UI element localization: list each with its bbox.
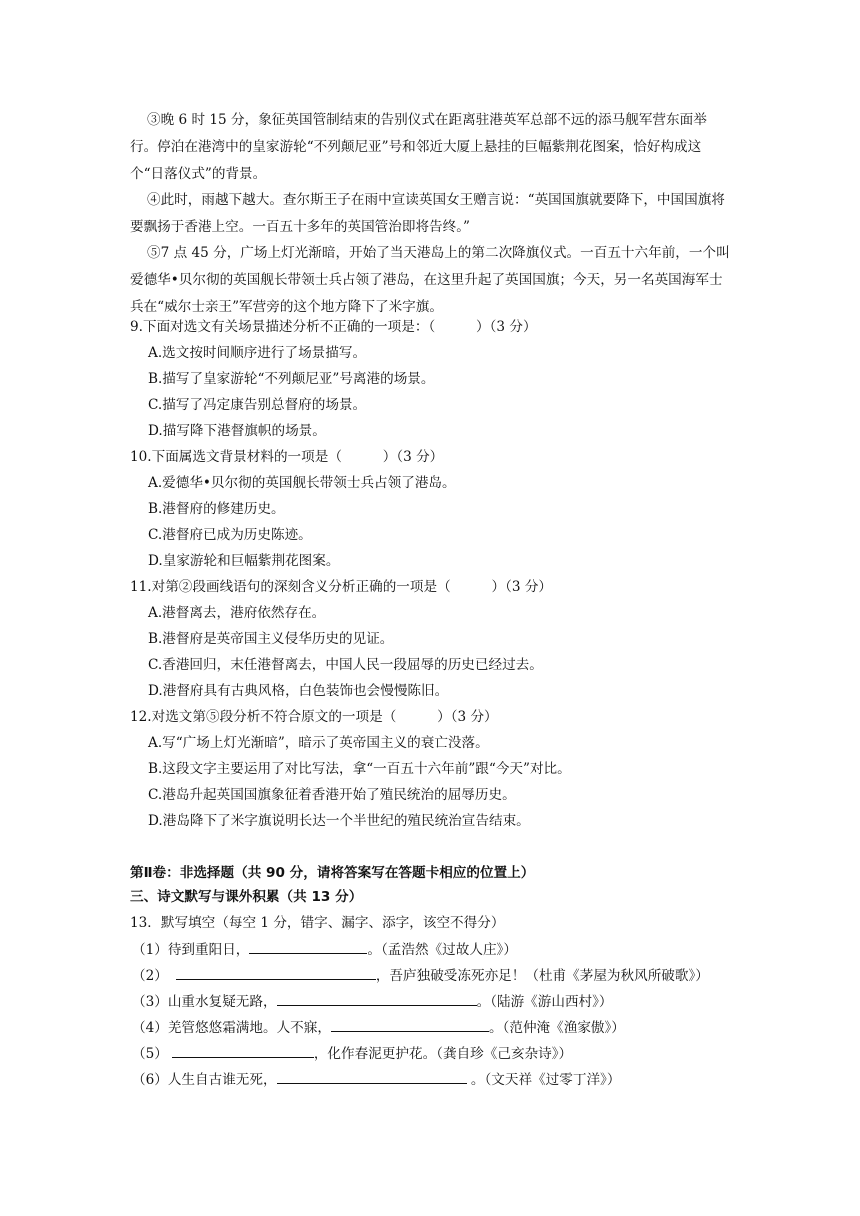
question-13-stem: 13．默写填空（每空 1 分，错字、漏字、添字，该空不得分） <box>130 915 505 931</box>
fill-item-3 <box>132 991 613 1012</box>
fill-item-prefix: 人生自古谁无死， <box>167 1072 277 1088</box>
question-10-option-d: D.皇家游轮和巨幅紫荆花图案。 <box>148 553 340 569</box>
fill-item-prefix: 山重水复疑无路， <box>167 994 277 1010</box>
answer-blank[interactable] <box>176 965 376 980</box>
question-9-option-b: B.描写了皇家游轮“不列颠尼亚”号离港的场景。 <box>148 371 435 387</box>
answer-blank[interactable] <box>331 1017 489 1032</box>
answer-blank[interactable] <box>277 991 477 1006</box>
question-12-stem: 12.对选文第⑤段分析不符合原文的一项是（ ）（3 分） <box>130 709 498 725</box>
fill-item-4 <box>132 1017 625 1038</box>
fill-item-number: （4） <box>132 1020 168 1036</box>
fill-item-prefix: 待到重阳日， <box>167 942 250 958</box>
answer-blank[interactable] <box>249 939 367 954</box>
fill-item-2 <box>132 965 709 986</box>
fill-item-number: （2） <box>132 968 168 984</box>
fill-item-suffix: 。（陆游《游山西村》） <box>476 994 613 1010</box>
section-3-subheading: 三、诗文默写与课外积累（共 13 分） <box>130 889 363 905</box>
question-10-option-b: B.港督府的修建历史。 <box>148 501 285 517</box>
passage-paragraph-4: ④此时，雨越下越大。查尔斯王子在雨中宣读英国女王赠言说：“英国国旗就要降下，中国国旗将要飘扬于香港上空。一百五十多年的英国管治即将告终。” <box>130 192 725 235</box>
question-11-stem: 11.对第②段画线语句的深刻含义分析正确的一项是（ ）（3 分） <box>130 579 553 595</box>
answer-blank[interactable] <box>172 1043 314 1058</box>
question-12-option-b: B.这段文字主要运用了对比写法，拿“一百五十六年前”跟“今天”对比。 <box>148 761 571 777</box>
question-10-option-c: C.港督府已成为历史陈迹。 <box>148 527 312 543</box>
fill-item-suffix: 。（文天祥《过零丁洋》） <box>466 1072 621 1088</box>
question-12-option-c: C.港岛升起英国国旗象征着香港开始了殖民统治的屈辱历史。 <box>148 787 516 803</box>
fill-item-suffix: ，化作春泥更护花。（龚自珍《己亥杂诗》） <box>313 1046 573 1062</box>
answer-blank[interactable] <box>277 1069 467 1084</box>
question-10-stem: 10.下面属选文背景材料的一项是（ ）（3 分） <box>130 449 444 465</box>
fill-item-suffix: 。（孟浩然《过故人庄》） <box>367 942 517 958</box>
fill-item-number: （3） <box>132 994 168 1010</box>
question-11-option-c: C.香港回归，末任港督离去，中国人民一段屈辱的历史已经过去。 <box>148 657 543 673</box>
question-10-option-a: A.爱德华•贝尔彻的英国舰长带领士兵占领了港岛。 <box>148 475 456 491</box>
section-2-heading: 第Ⅱ卷：非选择题（共 90 分，请将答案写在答题卡相应的位置上） <box>130 865 535 881</box>
question-9-option-c: C.描写了冯定康告别总督府的场景。 <box>148 397 367 413</box>
passage-paragraph-5: ⑤7 点 45 分，广场上灯光渐暗，开始了当天港岛上的第二次降旗仪式。一百五十六年前，一个叫爱德华•贝尔彻的英国舰长带领士兵占领了港岛，在这里升起了英国国旗；今天，另一名英国海军士兵在“威尔士亲王”军营旁的这个地方降下了米字旗。 <box>130 245 730 315</box>
fill-item-number: （5） <box>132 1046 168 1062</box>
fill-item-suffix: ，吾庐独破受冻死亦足！（杜甫《茅屋为秋风所破歌》） <box>375 968 709 984</box>
fill-item-6 <box>132 1069 620 1090</box>
question-11-option-b: B.港督府是英帝国主义侵华历史的见证。 <box>148 631 394 647</box>
fill-item-number: （1） <box>132 942 168 958</box>
question-9-stem: 9.下面对选文有关场景描述分析不正确的一项是：（ ）（3 分） <box>130 319 537 335</box>
fill-item-5 <box>132 1043 572 1064</box>
question-11-option-d: D.港督府具有古典风格，白色装饰也会慢慢陈旧。 <box>148 683 449 699</box>
question-11-option-a: A.港督离去，港府依然存在。 <box>148 605 326 621</box>
fill-item-1 <box>132 939 517 960</box>
fill-item-prefix: 羌管悠悠霜满地。人不寐， <box>167 1020 331 1036</box>
question-9-option-d: D.描写降下港督旗帜的场景。 <box>148 423 326 439</box>
question-12-option-d: D.港岛降下了米字旗说明长达一个半世纪的殖民统治宣告结束。 <box>148 813 530 829</box>
fill-item-number: （6） <box>132 1072 168 1088</box>
question-9-option-a: A.选文按时间顺序进行了场景描写。 <box>148 345 367 361</box>
passage-paragraph-3: ③晚 6 时 15 分，象征英国管制结束的告别仪式在距离驻港英军总部不远的添马舰军营东面举行。停泊在港湾中的皇家游轮“不列颠尼亚”号和邻近大厦上悬挂的巨幅紫荆花图案，恰好构成这个“日落仪式”的背景。 <box>130 112 707 182</box>
fill-item-suffix: 。（范仲淹《渔家傲》） <box>488 1020 625 1036</box>
question-12-option-a: A.写“广场上灯光渐暗”，暗示了英帝国主义的衰亡没落。 <box>148 735 489 751</box>
